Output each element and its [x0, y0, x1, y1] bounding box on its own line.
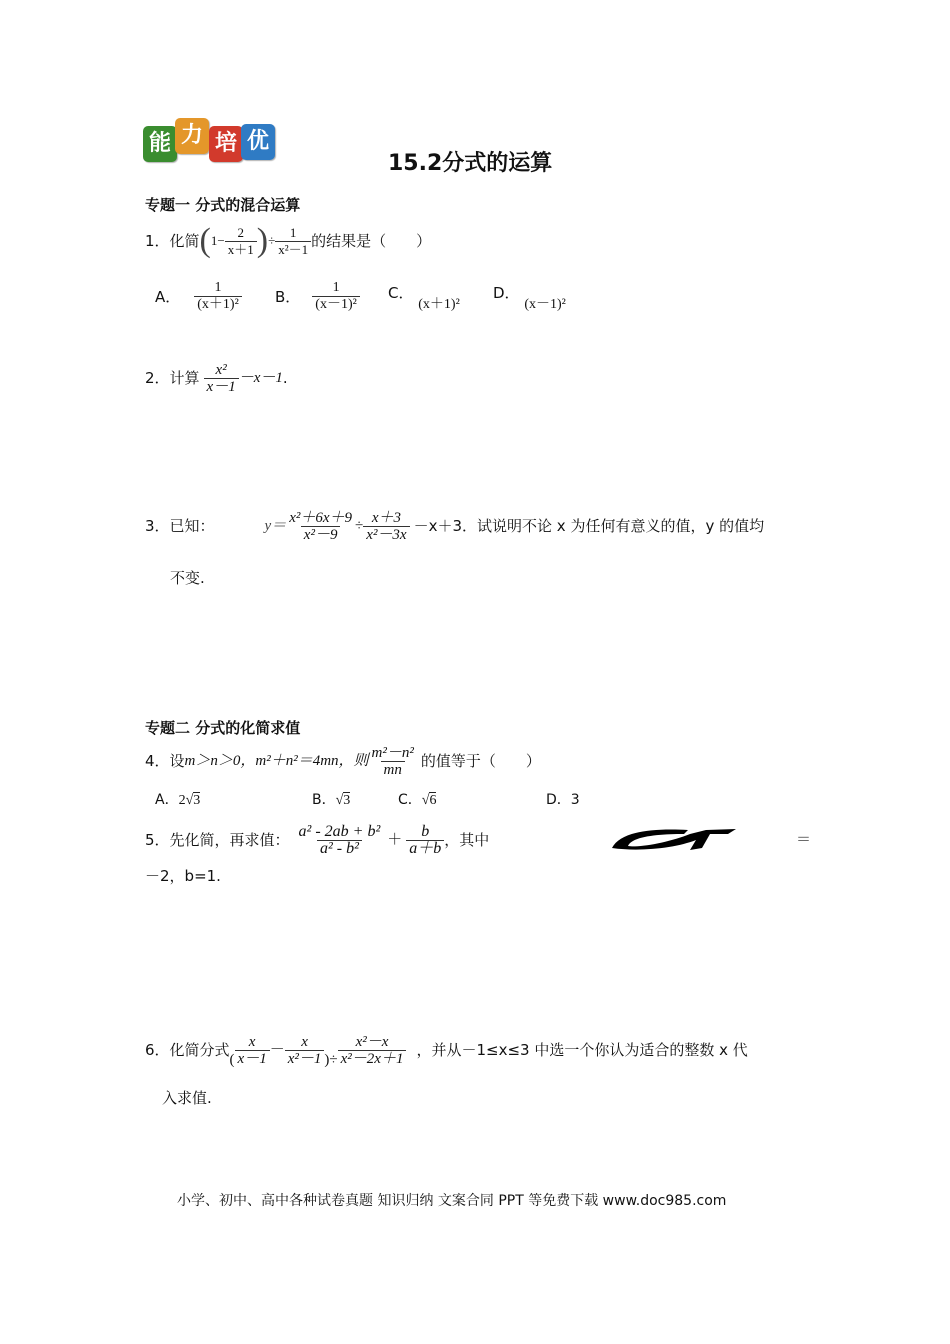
question-6-line2: 入求值. [162, 1089, 212, 1107]
q4-option-c: C．√6 [398, 792, 437, 808]
section-heading-2: 专题二 分式的化简求值 [145, 719, 301, 737]
question-1 [145, 220, 431, 262]
logo-tile-3: 培 [209, 126, 243, 162]
q1-option-d: D． (x－1)² [493, 284, 566, 312]
q1-prefix: 1．化简 [145, 232, 200, 250]
logo-tile-2: 力 [175, 118, 209, 154]
q1-option-c: C． (x＋1)² [388, 284, 460, 312]
question-2: 2．计算 $\frac{\text{x²}}{x-1}$ －x－1 . [145, 361, 288, 395]
footer-text: 小学、初中、高中各种试卷真题 知识归纳 文案合同 PPT 等免费下载 www.doc985.com [177, 1193, 727, 1209]
logo-tile-1: 能 [143, 126, 177, 162]
q1-expression: ( 1 − $\frac{2}{x+1}$ ) ÷ $\frac{1}{\text{x²－1}}$ [200, 224, 312, 258]
question-6: 6．化简分式 ( $\frac{x}{x-1}$ － $\frac{x}{\text{x²－1}}$ )÷ $\frac{\text{x²－x}}{\text{x²－2x＋1}}$ ，并从－1≤x≤3 中选一个你认为适合的整数 x 代 [145, 1033, 748, 1068]
question-3: 3．已知： y＝ $\frac{\text{x²＋6x＋9}}{\text{x²－9}}$ ÷ $\frac{x+3}{\text{x²－3x}}$ －x＋3．试说明不论 x 为任何有意义的值，y 的值均 [145, 509, 765, 543]
q4-option-a: A．2√3 [155, 792, 201, 808]
distorted-a-graphic [610, 826, 740, 854]
section-heading-1: 专题一 分式的混合运算 [145, 196, 301, 214]
logo [143, 118, 278, 164]
q1-option-b: B． $\frac{1}{\text{(x－1)²}}$ [275, 280, 360, 313]
question-3-line2: 不变. [170, 569, 205, 587]
question-5: 5．先化简，再求值： $\frac{\text{a² - 2ab + b²}}{\text{a² - b²}}$ ＋ $\frac{b}{a+b}$ ，其中 [145, 822, 490, 857]
question-5-line2: －2，b=1. [145, 867, 221, 885]
q4-option-d: D．3 [546, 792, 580, 808]
q1-option-a: A． $\frac{1}{\text{(x＋1)²}}$ [155, 280, 242, 313]
logo-tile-4: 优 [241, 124, 275, 160]
q1-suffix: 的结果是（ ） [311, 232, 432, 250]
question-4: 4．设 m＞n＞0，m²＋n²＝4mn，则 $\frac{\text{m²－n²}}{mn}$ 的值等于（ ） [145, 744, 541, 778]
q5-equals: ＝ [796, 832, 812, 848]
q4-option-b: B．√3 [312, 792, 351, 808]
page-title: 15.2分式的运算 [388, 151, 553, 176]
